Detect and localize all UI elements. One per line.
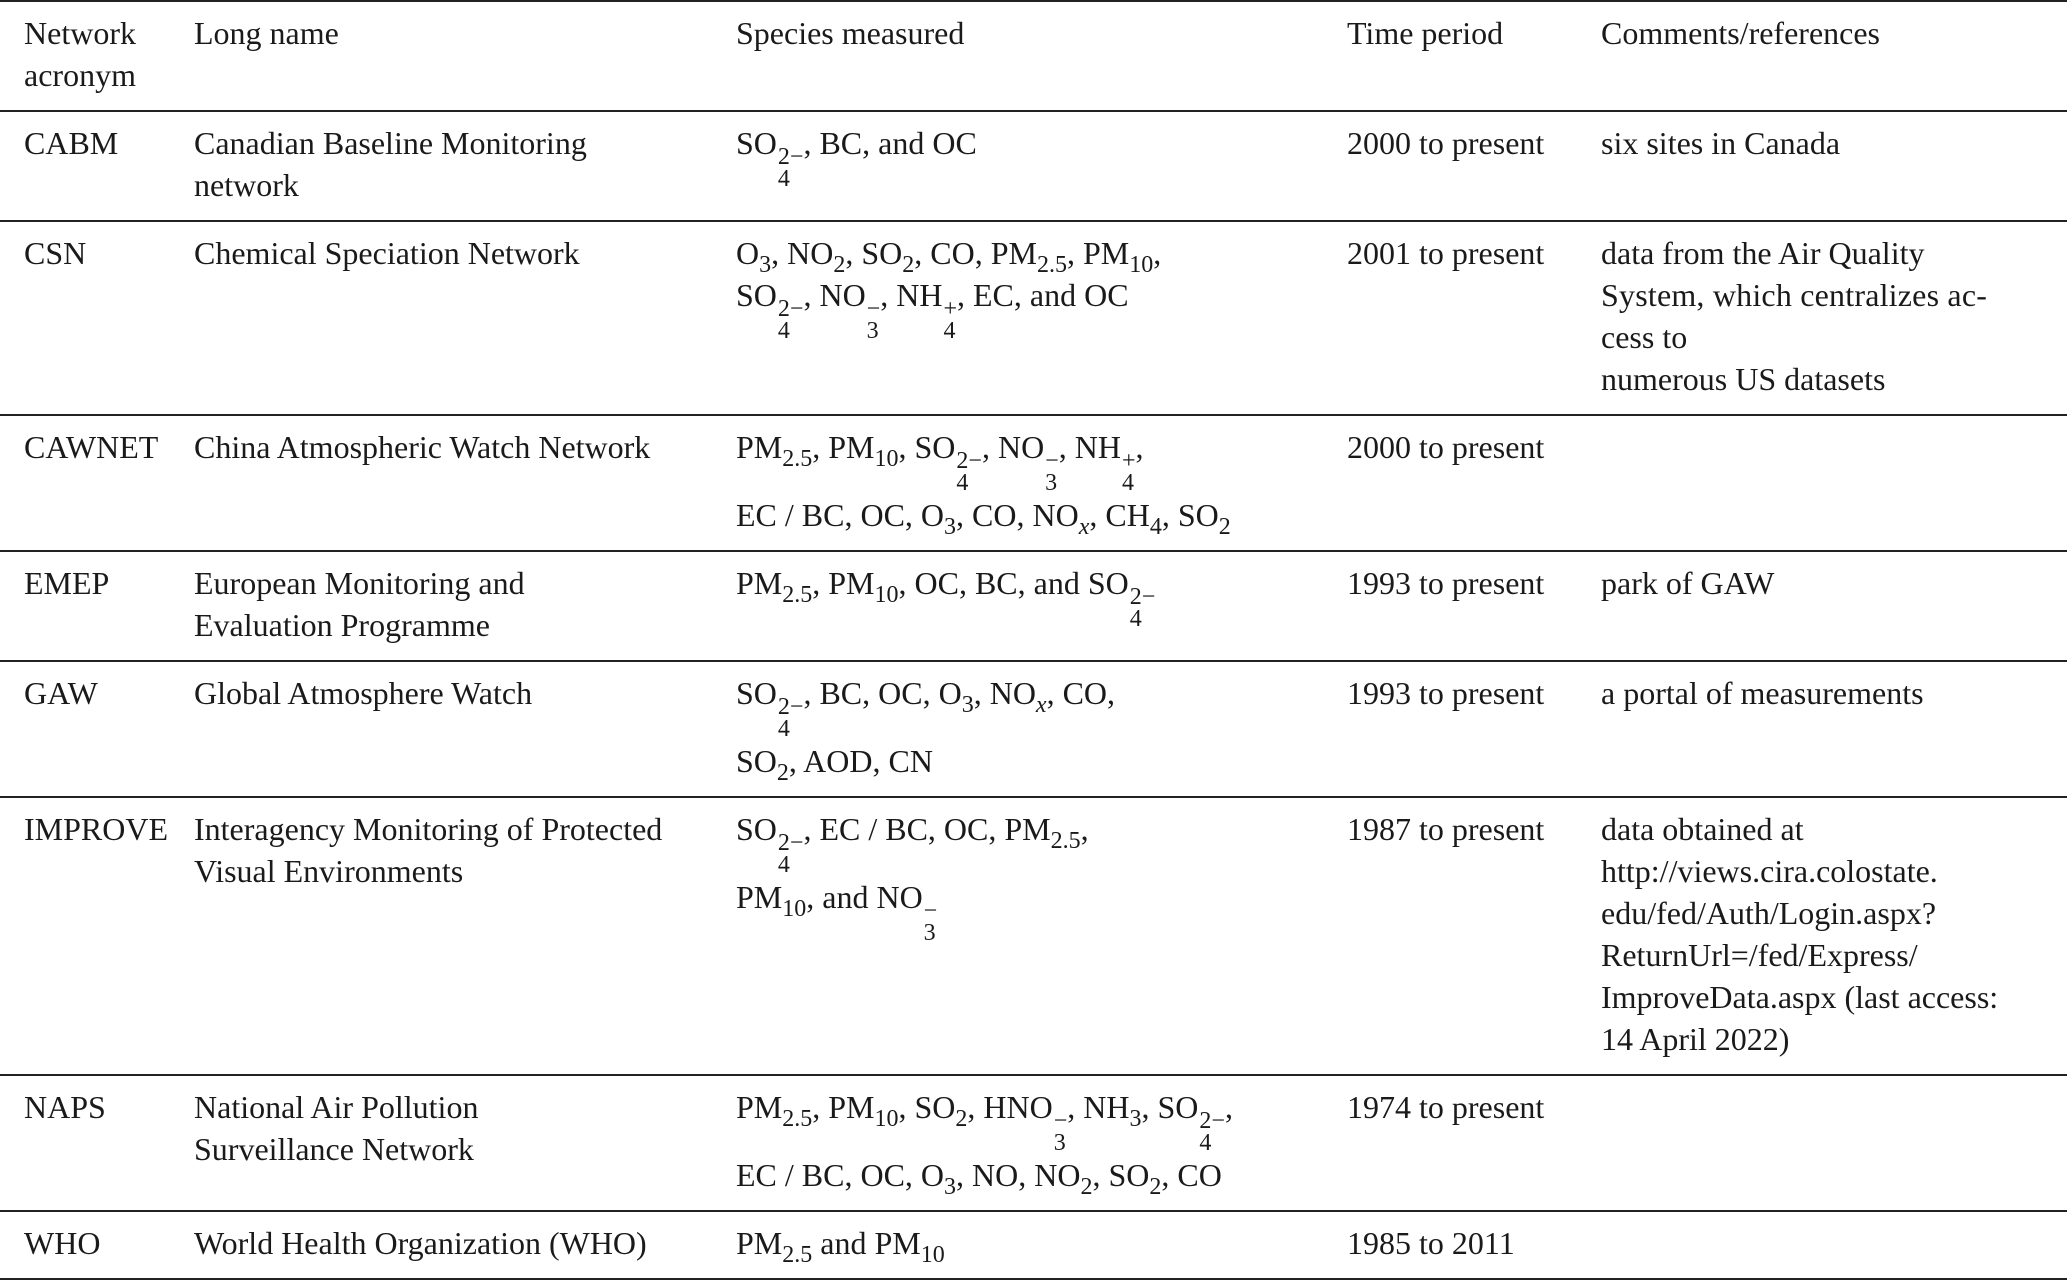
header-acronym: Network acronym bbox=[24, 15, 136, 93]
cell-acronym: IMPROVE bbox=[24, 811, 169, 847]
cell-long-name: Global Atmosphere Watch bbox=[194, 675, 533, 711]
cell-time-period: 2000 to present bbox=[1347, 125, 1545, 161]
cell-comments bbox=[1601, 1211, 2067, 1279]
cell-long-name: European Monitoring and Evaluation Programme bbox=[194, 565, 525, 643]
cell-species: $PM_{2.5}$, $PM_{10}$, OC, BC, and SO 2− 4 bbox=[736, 565, 1156, 632]
table-row bbox=[0, 1211, 2067, 1279]
cell-species: SO 2− 4 , EC / BC, OC, $PM_{2.5}$, $PM_{10}$, and NO − 3 bbox=[736, 811, 1089, 946]
cell-time-period: 1974 to present bbox=[1347, 1089, 1545, 1125]
cell-long-name: Chemical Speciation Network bbox=[194, 235, 580, 271]
cell-comments: park of GAW bbox=[1601, 565, 1775, 601]
header-time-period: Time period bbox=[1347, 15, 1504, 51]
cell-long-name: World Health Organization (WHO) bbox=[194, 1225, 647, 1261]
cell-acronym: CSN bbox=[24, 235, 87, 271]
table-row bbox=[0, 221, 2067, 415]
cell-species: $PM_{2.5}$, $PM_{10}$, SO 2− 4 , NO − 3 , NH + 4 , EC / BC, OC, $O_3$, CO, $NO_x$, $CH_4$, $SO_2$ bbox=[736, 429, 1231, 540]
cell-species: $PM_{2.5}$, $PM_{10}$, $SO_2$, HNO − 3 , $NH_3$, SO 2− 4 , EC / BC, OC, $O_3$, NO, $NO_2$, $SO_2$, CO bbox=[736, 1089, 1233, 1200]
cell-acronym: EMEP bbox=[24, 565, 110, 601]
cell-time-period: 2001 to present bbox=[1347, 235, 1545, 271]
cell-time-period: 2000 to present bbox=[1347, 429, 1545, 465]
header-long-name: Long name bbox=[194, 15, 339, 51]
cell-species: SO 2− 4 , BC, OC, $O_3$, $NO_x$, CO, $SO_2$, AOD, CN bbox=[736, 675, 1116, 786]
cell-species: SO 2− 4 , BC, and OC bbox=[736, 125, 977, 192]
table-header-row bbox=[0, 1, 2067, 111]
cell-long-name: Interagency Monitoring of Protected Visual Environments bbox=[194, 811, 663, 889]
cell-comments: data from the Air Quality System, which centralizes ac- cess to numerous US datasets bbox=[1601, 235, 1988, 397]
cell-acronym: CABM bbox=[24, 125, 119, 161]
cell-acronym: GAW bbox=[24, 675, 98, 711]
table-row bbox=[0, 1075, 2067, 1211]
cell-acronym: CAWNET bbox=[24, 429, 159, 465]
cell-comments: six sites in Canada bbox=[1601, 125, 1841, 161]
cell-acronym: WHO bbox=[24, 1225, 101, 1261]
cell-time-period: 1985 to 2011 bbox=[1347, 1225, 1515, 1261]
table-row bbox=[0, 797, 2067, 1075]
header-species: Species measured bbox=[736, 15, 965, 51]
cell-comments bbox=[1601, 415, 2067, 551]
cell-time-period: 1993 to present bbox=[1347, 565, 1545, 601]
cell-time-period: 1987 to present bbox=[1347, 811, 1545, 847]
cell-comments: a portal of measurements bbox=[1601, 675, 1924, 711]
cell-comments bbox=[1601, 1075, 2067, 1211]
cell-acronym: NAPS bbox=[24, 1089, 106, 1125]
header-comments: Comments/references bbox=[1601, 15, 1880, 51]
cell-long-name: National Air Pollution Surveillance Network bbox=[194, 1089, 479, 1167]
table-row bbox=[0, 415, 2067, 551]
cell-time-period: 1993 to present bbox=[1347, 675, 1545, 711]
cell-long-name: Canadian Baseline Monitoring network bbox=[194, 125, 587, 203]
table-row bbox=[0, 551, 2067, 661]
cell-comments: data obtained at http://views.cira.colostate. edu/fed/Auth/Login.aspx? ReturnUrl=/fed/Express/ ImproveData.aspx (last access: 14 April 2022) bbox=[1601, 811, 1999, 1057]
table-row bbox=[0, 661, 2067, 797]
table-row bbox=[0, 111, 2067, 221]
cell-species: $PM_{2.5}$ and $PM_{10}$ bbox=[736, 1225, 945, 1268]
cell-long-name: China Atmospheric Watch Network bbox=[194, 429, 651, 465]
cell-species: $O_3$, $NO_2$, $SO_2$, CO, $PM_{2.5}$, $PM_{10}$, SO 2− 4 , NO − 3 , NH + 4 , EC, and OC bbox=[736, 235, 1162, 344]
